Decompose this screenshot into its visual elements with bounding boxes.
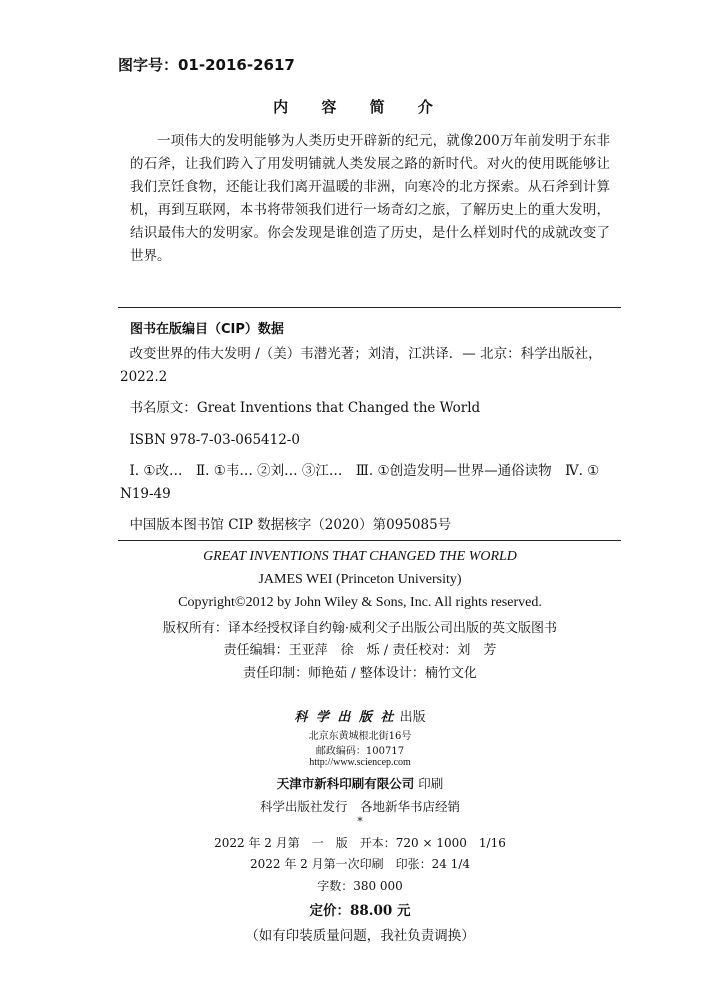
cip-entry [120, 343, 610, 389]
summary-paragraph: 一项伟大的发明能够为人类历史开辟新的纪元，就像200万年前发明于东非的石斧，让我们跨入了用发明铺就人类发展之路的新时代。对火的使用既能够让我们烹饪食物，还能让我们离开温暖的非洲，向寒冷的北方探索。从石斧到计算机，再到互联网，本书将带领我们进行一场奇幻之旅，了解历史上的重大发明，结识最伟大的发明家。你会发现是谁创造了历史，是什么样划时代的成就改变了世界。 [130, 133, 610, 264]
printer-line [0, 774, 720, 792]
publisher-address: 北京东黄城根北街16号 [308, 731, 412, 742]
cip-classification: Ⅰ. ①改… Ⅱ. ①韦… ②刘… ③江… Ⅲ. ①创造发明—世界—通俗读物 Ⅳ. ① N19-49 [120, 463, 600, 502]
edition-line: 2022 年 2 月第 一 版 开本：720 × 1000 1/16 [214, 836, 506, 850]
cip-header: 图书在版编目（CIP）数据 [130, 322, 284, 337]
publisher-url: http://www.sciencep.com [309, 757, 411, 768]
divider-top [118, 307, 621, 308]
copyright-line: Copyright©2012 by John Wiley & Sons, Inc. All rights reserved. [178, 595, 542, 610]
price: 定价：88.00 元 [309, 903, 411, 919]
cip-original-title: 书名原文：Great Inventions that Changed the World [129, 400, 481, 416]
cip-isbn: ISBN 978-7-03-065412-0 [129, 432, 300, 448]
word-count: 字数：380 000 [317, 879, 403, 893]
summary-title: 内 容 简 介 [273, 98, 447, 116]
separator-star: * [357, 815, 363, 828]
publisher-postcode: 邮政编码：100717 [315, 746, 405, 757]
cip-entry-text: 改变世界的伟大发明 /（美）韦潜光著；刘清，江洪译．— 北京：科学出版社，2022.2 [120, 346, 602, 385]
printing-line: 2022 年 2 月第一次印刷 印张：24 1/4 [249, 857, 470, 871]
distribution-line: 科学出版社发行 各地新华书店经销 [259, 799, 460, 814]
quality-notice: （如有印装质量问题，我社负责调换） [245, 928, 475, 944]
publisher-line [0, 706, 720, 725]
publisher-name: 科 学 出 版 社 [294, 710, 396, 725]
printer-suffix: 印刷 [418, 776, 444, 791]
credits-design: 责任印制：师艳茹 / 整体设计：楠竹文化 [243, 666, 477, 681]
printer-name: 天津市新科印刷有限公司 [276, 776, 415, 791]
divider-bottom [118, 540, 621, 541]
rights-line: 版权所有：译本经授权译自约翰·威利父子出版公司出版的英文版图书 [162, 621, 558, 636]
cip-number: 中国版本图书馆 CIP 数据核字（2020）第095085号 [129, 517, 452, 533]
original-author: JAMES WEI (Princeton University) [258, 572, 462, 587]
credits-editors: 责任编辑：王亚萍 徐 烁 / 责任校对：刘 芳 [223, 643, 497, 658]
original-title: GREAT INVENTIONS THAT CHANGED THE WORLD [203, 549, 517, 564]
publisher-suffix: 出版 [399, 710, 426, 725]
registration-number: 图字号：01-2016-2617 [118, 56, 295, 74]
